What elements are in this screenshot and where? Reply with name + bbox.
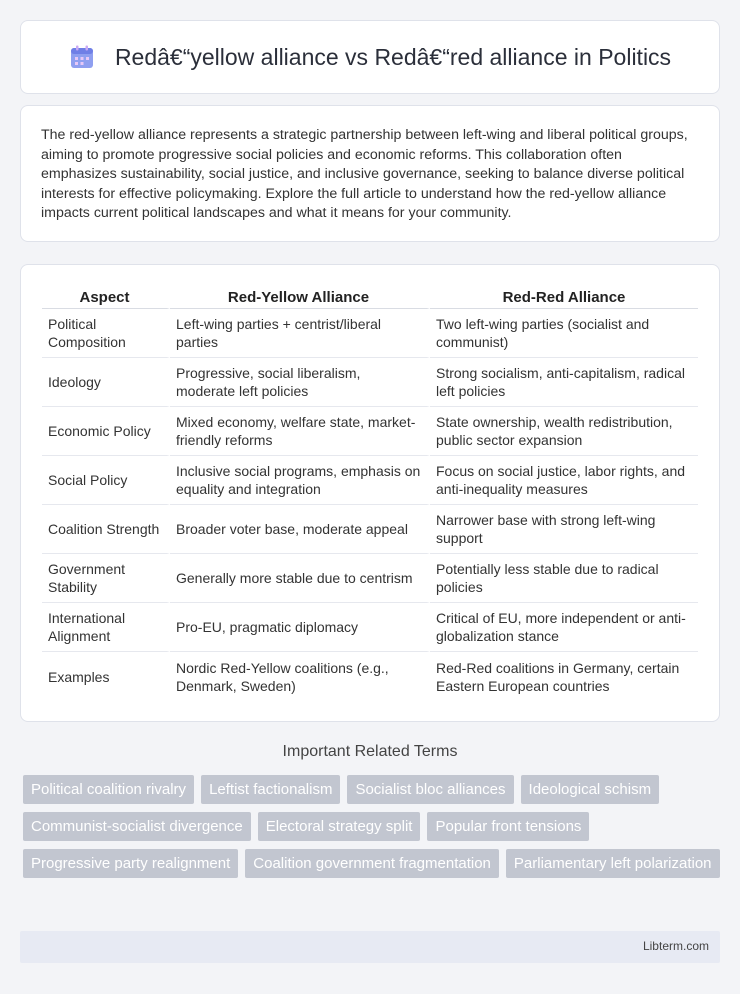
table-cell-aspect: International Alignment xyxy=(42,603,170,652)
table-cell-red-red: Red-Red coalitions in Germany, certain Eastern European countries xyxy=(436,659,680,694)
footer-site-link[interactable]: Libterm.com xyxy=(642,939,709,953)
table-cell-red-red: Strong socialism, anti-capitalism, radical left policies xyxy=(430,358,698,407)
table-cell-aspect: Government Stability xyxy=(42,554,170,603)
calendar-icon xyxy=(69,44,95,70)
header-aspect: Aspect xyxy=(42,285,170,309)
related-term-tag[interactable]: Communist-socialist divergence xyxy=(23,812,251,841)
table-cell-red-red: Narrower base with strong left-wing support xyxy=(430,505,698,554)
table-cell-red-red: Two left-wing parties (socialist and communist) xyxy=(430,309,698,358)
table-cell-red-red: State ownership, wealth redistribution, public sector expansion xyxy=(430,407,698,456)
table-cell-red-yellow: Left-wing parties + centrist/liberal parties xyxy=(170,309,430,358)
related-term-tag[interactable]: Political coalition rivalry xyxy=(23,775,194,804)
table-cell-red-yellow: Progressive, social liberalism, moderate left policies xyxy=(170,358,430,407)
intro-card xyxy=(20,105,720,242)
table-cell-red-yellow: Broader voter base, moderate appeal xyxy=(170,505,430,554)
table-cell-aspect: Political Composition xyxy=(42,309,170,358)
table-cell-red-yellow: Pro-EU, pragmatic diplomacy xyxy=(170,603,430,652)
table-cell-red-red: Potentially less stable due to radical policies xyxy=(430,554,698,603)
related-terms-list xyxy=(23,775,723,878)
table-row xyxy=(42,456,698,505)
intro-text: The red-yellow alliance represents a strategic partnership between left-wing and liberal political groups, aiming to promote progressive social policies and economic reforms. This collaboration often emphasizes sustainability, social justice, and inclusive governance, seeking to balance diverse political interests for effective policymaking. Explore the full article to understand how the red-yellow alliance impacts current political landscapes and what it means for your community. xyxy=(41,127,688,222)
table-row xyxy=(42,652,698,701)
table-cell-aspect: Ideology xyxy=(42,358,170,407)
table-cell-aspect: Examples xyxy=(42,652,170,701)
table-cell-aspect: Social Policy xyxy=(42,456,170,505)
related-term-tag[interactable]: Electoral strategy split xyxy=(258,812,421,841)
table-row xyxy=(42,358,698,407)
table-cell-red-yellow: Inclusive social programs, emphasis on equality and integration xyxy=(170,456,430,505)
table-header-row xyxy=(42,285,698,309)
related-term-tag[interactable]: Popular front tensions xyxy=(427,812,589,841)
table-cell-red-yellow: Generally more stable due to centrism xyxy=(170,554,430,603)
table-row xyxy=(42,505,698,554)
header-red-yellow: Red-Yellow Alliance xyxy=(170,285,430,309)
table-cell-aspect: Coalition Strength xyxy=(42,505,170,554)
related-term-tag[interactable]: Progressive party realignment xyxy=(23,849,238,878)
title-card xyxy=(20,20,720,94)
table-cell-red-yellow: Mixed economy, welfare state, market-friendly reforms xyxy=(170,407,430,456)
related-terms-title: Important Related Terms xyxy=(282,743,458,760)
related-term-tag[interactable]: Parliamentary left polarization xyxy=(506,849,720,878)
table-row xyxy=(42,407,698,456)
comparison-table-card xyxy=(20,264,720,722)
table-cell-red-red: Focus on social justice, labor rights, and anti-inequality measures xyxy=(430,456,698,505)
header-red-red: Red-Red Alliance xyxy=(430,285,698,309)
footer xyxy=(20,931,720,963)
table-cell-aspect: Economic Policy xyxy=(42,407,170,456)
table-cell-red-red: Critical of EU, more independent or anti-globalization stance xyxy=(430,603,698,652)
page-title: Redâ€“yellow alliance vs Redâ€“red alliance in Politics xyxy=(114,43,672,70)
related-term-tag[interactable]: Ideological schism xyxy=(521,775,660,804)
comparison-table xyxy=(42,285,698,701)
related-term-tag[interactable]: Socialist bloc alliances xyxy=(347,775,513,804)
table-cell-red-yellow: Nordic Red-Yellow coalitions (e.g., Denmark, Sweden) xyxy=(170,652,430,701)
table-row xyxy=(42,554,698,603)
table-row xyxy=(42,603,698,652)
related-term-tag[interactable]: Leftist factionalism xyxy=(201,775,340,804)
table-row xyxy=(42,309,698,358)
related-term-tag[interactable]: Coalition government fragmentation xyxy=(245,849,499,878)
